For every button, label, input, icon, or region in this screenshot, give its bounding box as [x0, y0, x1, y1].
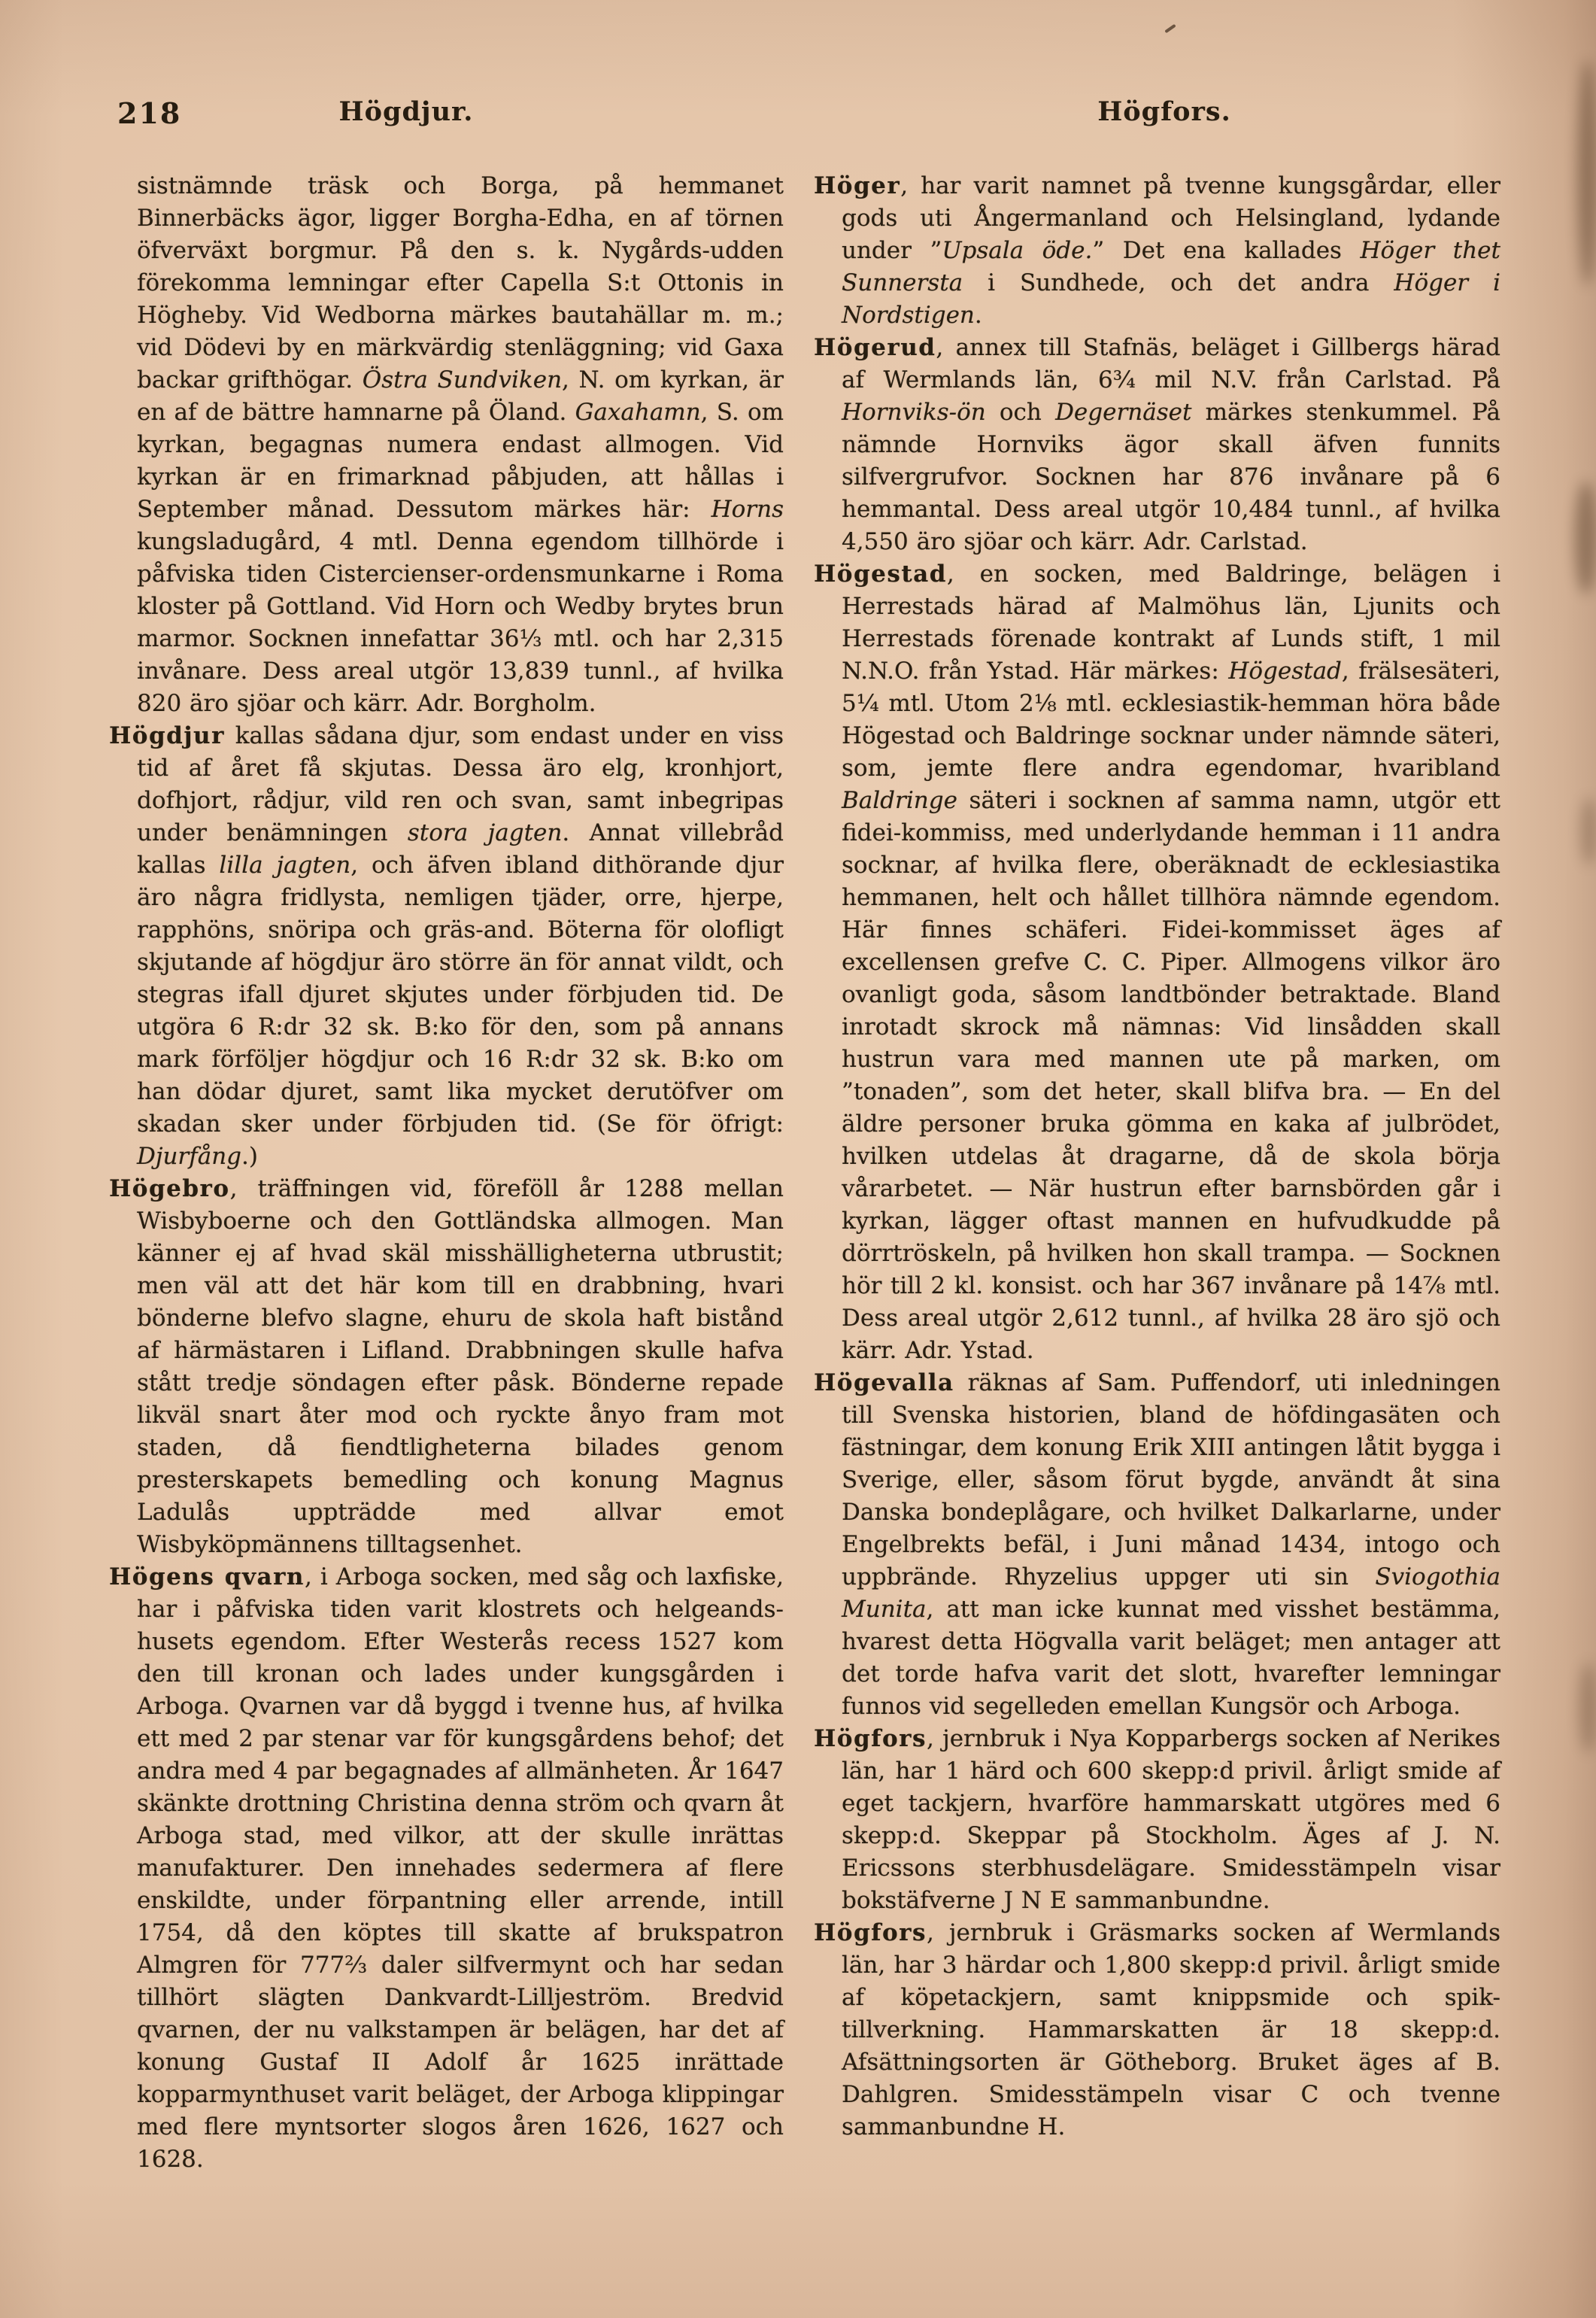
italic-text: Gaxahamn [575, 399, 701, 426]
page-number: 218 [117, 96, 182, 130]
body-text: , S. om kyrkan, begagnas numera endast allmogen. Vid kyrkan är en frimarknad påbjuden, att hållas i September månad. Dessutom märkes här: [137, 399, 784, 523]
body-text: , att man icke kunnat med visshet bestämma, hvarest detta Högvalla varit beläget; men antager att det torde hafva varit det slott, hvarefter lemningar funnos vid segelleden emellan Kungsör och Arboga. [842, 1596, 1500, 1720]
entry-h-gestad [814, 558, 1500, 1367]
entry-headword: Högdjur [109, 722, 225, 749]
italic-text: Höger i Nordstigen [842, 269, 1500, 329]
italic-text: Östra Sundviken [362, 366, 563, 393]
italic-text: Degernäset [1055, 399, 1192, 426]
body-text: , träffningen vid, föreföll år 1288 mellan Wisbyboerne och den Gottländska allmogen. Man känner ej af hvad skäl misshälligheterna utbrustit; men väl att det här kom till en drabbning, hvari bönderne blefvo slagne, ehuru de skola haft bistånd af härmästaren i Lifland. Drabbningen skulle hafva stått tredje söndagen efter påsk. Bönderne repade likväl snart åter mod och ryckte ånyo fram mot staden, då fiendtligheterna bilades genom presterskapets bemedling och konung Magnus Ladulås uppträdde med allvar emot Wisbyköpmännens tilltagsenhet. [137, 1175, 784, 1558]
entry-headword: Högerud [814, 334, 936, 361]
running-head-right: Högfors. [1097, 96, 1231, 127]
page-edge-smudge [1579, 1663, 1596, 1753]
body-text: , annex till Stafnäs, beläget i Gillbergs härad af Wermlands län, 6¾ mil N.V. från Carlstad. På [842, 334, 1500, 393]
column-right [814, 170, 1500, 2143]
body-text: . Annat villebråd kallas [137, 819, 784, 879]
body-text: , i Arboga socken, med såg och laxfiske, har i påfviska tiden varit klostrets och helgeands-husets egendom. Efter Westerås recess 1527 kom den till kronan och lades under kungsgården i Arboga. Qvarnen var då byggd i tvenne hus, af hvilka ett med 2 par stenar var för kungsgårdens behof; det andra med 4 par begagnades af allmänheten. År 1647 skänkte drottning Christina denna ström och qvarn åt Arboga stad, med vilkor, att der skulle inrättas manufakturer. Den innehades sedermera af flere enskildte, under förpantning eller arrende, intill 1754, då den köptes till skatte af brukspatron Almgren för 777⅔ daler silfvermynt och har sedan tillhört slägten Dankvardt-Lilljeström. Bredvid qvarnen, der nu valkstampen är belägen, har det af konung Gustaf II Adolf år 1625 inrättade kopparmynthuset varit beläget, der Arboga klippingar med flere myntsorter slogos åren 1626, 1627 och 1628. [137, 1563, 784, 2173]
body-text: ” Det ena kallades [1092, 237, 1361, 264]
italic-text: Sviogothia Munita [842, 1563, 1500, 1623]
running-head-left: Högdjur. [338, 96, 474, 127]
entry-h-gevalla [814, 1367, 1500, 1723]
italic-text: Djurfång [137, 1143, 242, 1170]
body-text: , jernbruk i Gräsmarks socken af Wermlands län, har 3 härdar och 1,800 skepp:d privil. årligt smide af köpetackjern, samt knippsmide och spik-tillverkning. Hammarskatten är 18 skepp:d. Afsättningsorten är Götheborg. Bruket äges af B. Dahlgren. Smidesstämpeln visar C och tvenne sammanbundne H. [842, 1919, 1500, 2140]
body-text: säteri i socknen af samma namn, utgör ett fidei-kommiss, med underlydande hemman i 11 andra socknar, af hvilka flere, oberäknadt de ecklesiastika hemmanen, helt och hållet tillhöra nämnde egendom. Här finnes schäferi. Fidei-kommisset äges af excellensen grefve C. C. Piper. Allmogens vilkor äro ovanligt goda, såsom landtbönder betraktade. Bland inrotadt skrock må nämnas: Vid linsådden skall hustrun vara med mannen ute på marken, om ”tonaden”, som det heter, skall blifva bra. — En del äldre personer bruka gömma en kaka af julbrödet, hvilken utdelas åt dragarne, då de skola börja vårarbetet. — När hustrun efter barnsbörden går i kyrkan, lägger oftast mannen en hufvudkudde på dörrtröskeln, på hvilken hon skall trampa. — Socknen hör till 2 kl. konsist. och har 367 invånare på 14⅞ mtl. Dess areal utgör 2,612 tunnl., af hvilka 28 äro sjö och kärr. Adr. Ystad. [842, 787, 1500, 1364]
entry-headword: Högfors [814, 1919, 927, 1946]
body-text: , en socken, med Baldringe, belägen i Herrestads härad af Malmöhus län, Ljunits och Herrestads förenade kontrakt af Lunds stift, 1 mil N.N.O. från Ystad. Här märkes: [842, 561, 1500, 685]
body-text: . [974, 302, 982, 329]
body-text: , frälsesäteri, 5¼ mtl. Utom 2⅛ mtl. ecklesiastik-hemman höra både Högestad och Baldringe socknar under nämnde säteri, som, jemte flere andra egendomar, hvaribland [842, 658, 1501, 782]
body-text: sistnämnde träsk och Borga, på hemmanet Binnerbäcks ägor, ligger Borgha-Edha, en af törnen öfverväxt borgmur. På den s. k. Nygårds-udden förekomma lemningar efter Capella S:t Ottonis in Högheby. Vid Wedborna märkes bautahällar m. m.; vid Dödevi by en märkvärdig stenläggning; vid Gaxa backar grifthögar. [137, 172, 784, 393]
body-text: och [985, 399, 1056, 426]
italic-text: Hornviks-ön [842, 399, 986, 426]
entry-h-gfors [814, 1917, 1500, 2143]
entry-h-gens-qvarn [109, 1561, 784, 2176]
body-text: .) [241, 1143, 258, 1170]
body-text: kungsladugård, 4 mtl. Denna egendom tillhörde i påfviska tiden Cistercienser-ordensmunkarne i Roma kloster på Gottland. Vid Horn och Wedby brytes brun marmor. Socknen innefattar 36⅓ mtl. och har 2,315 invånare. Dess areal utgör 13,839 tunnl., af hvilka 820 äro sjöar och kärr. Adr. Borgholm. [137, 528, 784, 717]
entry-headword: Högens qvarn [109, 1563, 305, 1590]
body-text: märkes stenkummel. På nämnde Hornviks ägor skall äfven funnits silfvergrufvor. Socknen har 876 invånare på 6 hemmantal. Dess areal utgör 10,484 tunnl., af hvilka 4,550 äro sjöar och kärr. Adr. Carlstad. [842, 399, 1501, 555]
entry-h-ger [814, 170, 1500, 332]
italic-text: Baldringe [842, 787, 957, 814]
body-text: , N. om kyrkan, är en af de bättre hamnarne på Öland. [137, 366, 784, 426]
body-text: , har varit namnet på tvenne kungsgårdar, eller gods uti Ångermanland och Helsingland, lydande under ” [842, 172, 1500, 264]
column-left [109, 170, 784, 2176]
body-text: , jernbruk i Nya Kopparbergs socken af Nerikes län, har 1 härd och 600 skepp:d privil. årligt smide af eget tackjern, hvarföre hammarskatt utgöres med 6 skepp:d. Skeppar på Stockholm. Äges af J. N. Ericssons sterbhusdelägare. Smidesstämpeln visar bokstäfverne J N E sammanbundne. [842, 1725, 1500, 1914]
page-edge-smudge [1581, 797, 1596, 865]
entry-h-gdjur [109, 720, 784, 1173]
page-edge-smudge [1575, 482, 1596, 594]
entry-headword: Högfors [814, 1725, 927, 1752]
body-text: , och äfven ibland dithörande djur äro några fridlysta, nemligen tjäder, orre, hjerpe, rapphöns, snöripa och gräs-and. Böterna för olofligt skjutande af högdjur äro större än för annat vildt, och stegras ifall djuret skjutes under förbjuden tid. De utgöra 6 R:dr 32 sk. B:ko för den, som på annans mark förföljer högdjur och 16 R:dr 32 sk. B:ko om han dödar djuret, samt lika mycket derutöfver om skadan sker under förbjuden tid. (Se för öfrigt: [137, 852, 784, 1138]
italic-text: lilla jagten [219, 852, 351, 879]
body-text: kallas sådana djur, som endast under en viss tid af året få skjutas. Dessa äro elg, kronhjort, dofhjort, rådjur, vild ren och svan, samt inbegripas under benämningen [137, 722, 784, 846]
running-head [0, 96, 1596, 141]
body-text: i Sundhede, och det andra [963, 269, 1394, 296]
body-text: räknas af Sam. Puffendorf, uti inledningen till Svenska historien, bland de höfdingasäten och fästningar, dem konung Erik XIII antingen låtit bygga i Sverige, eller, såsom förut bygde, användt åt sina Danska bondeplågare, och hvilket Dalkarlarne, under Engelbrekts befäl, i Juni månad 1434, intogo och uppbrände. Rhyzelius uppger uti sin [842, 1369, 1500, 1590]
entry-headword: Höger [814, 172, 901, 199]
italic-text: Horns [711, 496, 784, 523]
entry-h-gebro [109, 1173, 784, 1561]
page-edge-smudge [1578, 60, 1596, 286]
entry-headword: Högebro [109, 1175, 230, 1202]
entry-headword: Högevalla [814, 1369, 954, 1396]
continuation-paragraph [109, 170, 784, 720]
entry-h-gfors [814, 1723, 1500, 1917]
italic-text: Höger thet Sunnersta [842, 237, 1500, 296]
italic-text: stora jagten [407, 819, 563, 846]
italic-text: Högestad [1228, 658, 1342, 685]
pen-mark [1164, 24, 1176, 33]
entry-h-gerud [814, 332, 1500, 558]
italic-text: Upsala öde. [942, 237, 1093, 264]
entry-headword: Högestad [814, 561, 947, 588]
